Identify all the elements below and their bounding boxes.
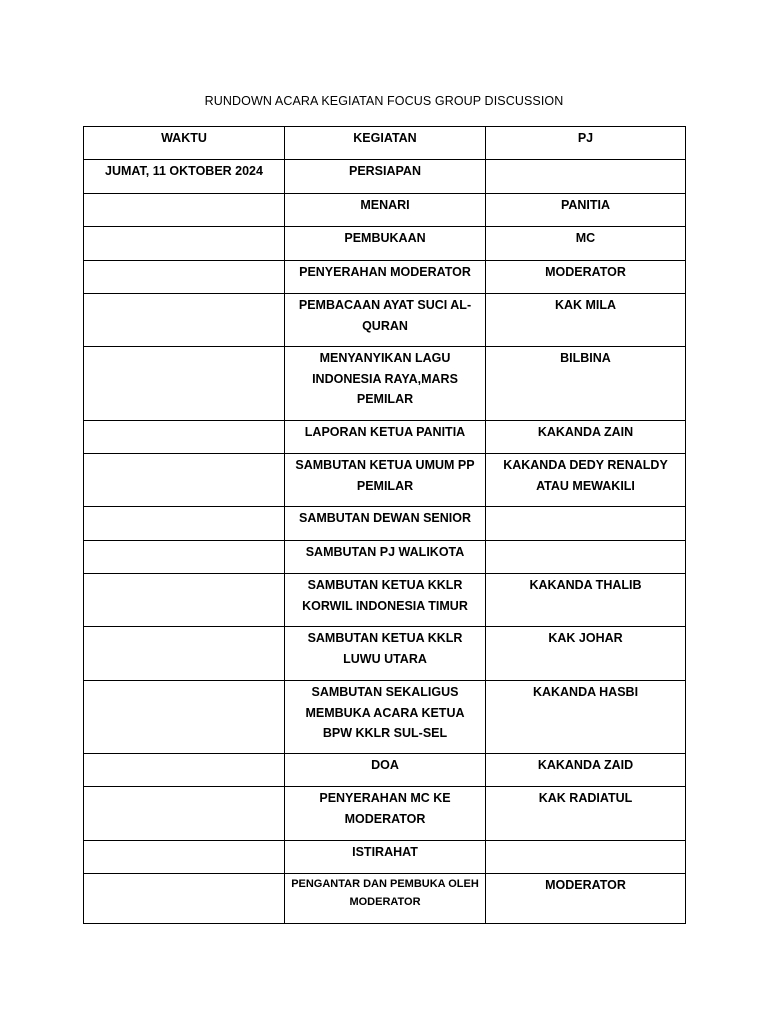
- cell-kegiatan: PENYERAHAN MODERATOR: [285, 261, 486, 294]
- cell-waktu: [84, 294, 285, 347]
- table-row: [84, 227, 686, 261]
- rundown-table: [83, 126, 686, 924]
- cell-pj: KAKANDA ZAIN: [486, 421, 686, 454]
- cell-pj: KAKANDA THALIB: [486, 574, 686, 627]
- cell-pj: [486, 841, 686, 874]
- table-row: [84, 841, 686, 874]
- cell-pj: MODERATOR: [486, 874, 686, 924]
- cell-waktu: [84, 841, 285, 874]
- cell-waktu: [84, 574, 285, 627]
- table-header-row: [84, 127, 686, 160]
- cell-kegiatan: ISTIRAHAT: [285, 841, 486, 874]
- header-pj: PJ: [486, 127, 686, 160]
- cell-kegiatan: SAMBUTAN KETUA UMUM PP PEMILAR: [285, 454, 486, 507]
- cell-waktu: [84, 261, 285, 294]
- document-title: RUNDOWN ACARA KEGIATAN FOCUS GROUP DISCUSSION: [204, 94, 564, 108]
- cell-kegiatan: PENYERAHAN MC KE MODERATOR: [285, 787, 486, 841]
- table-row: [84, 541, 686, 574]
- cell-waktu: [84, 507, 285, 541]
- header-waktu: WAKTU: [84, 127, 285, 160]
- cell-pj: MC: [486, 227, 686, 261]
- cell-kegiatan: SAMBUTAN SEKALIGUS MEMBUKA ACARA KETUA BPW KKLR SUL-SEL: [285, 681, 486, 754]
- cell-waktu: [84, 627, 285, 681]
- table-row: [84, 787, 686, 841]
- cell-kegiatan: SAMBUTAN KETUA KKLR KORWIL INDONESIA TIMUR: [285, 574, 486, 627]
- cell-pj: MODERATOR: [486, 261, 686, 294]
- table-row: [84, 874, 686, 924]
- cell-kegiatan: PERSIAPAN: [285, 160, 486, 194]
- table-row: [84, 347, 686, 421]
- cell-kegiatan: SAMBUTAN KETUA KKLR LUWU UTARA: [285, 627, 486, 681]
- cell-kegiatan: LAPORAN KETUA PANITIA: [285, 421, 486, 454]
- cell-pj: KAKANDA ZAID: [486, 754, 686, 787]
- table-row: [84, 261, 686, 294]
- cell-pj: KAK MILA: [486, 294, 686, 347]
- cell-kegiatan: SAMBUTAN DEWAN SENIOR: [285, 507, 486, 541]
- cell-waktu: [84, 194, 285, 227]
- cell-waktu: [84, 874, 285, 924]
- table-row: [84, 507, 686, 541]
- header-kegiatan: KEGIATAN: [285, 127, 486, 160]
- cell-kegiatan: SAMBUTAN PJ WALIKOTA: [285, 541, 486, 574]
- table-row: [84, 294, 686, 347]
- cell-pj: KAKANDA HASBI: [486, 681, 686, 754]
- cell-waktu: JUMAT, 11 OKTOBER 2024: [84, 160, 285, 194]
- cell-pj: KAK JOHAR: [486, 627, 686, 681]
- cell-waktu: [84, 454, 285, 507]
- table-row: [84, 754, 686, 787]
- table-row: [84, 194, 686, 227]
- cell-kegiatan: DOA: [285, 754, 486, 787]
- cell-waktu: [84, 421, 285, 454]
- cell-kegiatan: MENYANYIKAN LAGU INDONESIA RAYA,MARS PEMILAR: [285, 347, 486, 421]
- cell-kegiatan: PEMBACAAN AYAT SUCI AL-QURAN: [285, 294, 486, 347]
- cell-kegiatan: PENGANTAR DAN PEMBUKA OLEH MODERATOR: [285, 874, 486, 924]
- cell-pj: [486, 160, 686, 194]
- cell-waktu: [84, 787, 285, 841]
- cell-pj: [486, 541, 686, 574]
- table-row: [84, 627, 686, 681]
- cell-waktu: [84, 681, 285, 754]
- cell-kegiatan: PEMBUKAAN: [285, 227, 486, 261]
- table-row: [84, 421, 686, 454]
- cell-pj: PANITIA: [486, 194, 686, 227]
- cell-waktu: [84, 541, 285, 574]
- cell-pj: KAKANDA DEDY RENALDY ATAU MEWAKILI: [486, 454, 686, 507]
- cell-pj: [486, 507, 686, 541]
- cell-pj: BILBINA: [486, 347, 686, 421]
- table-row: [84, 160, 686, 194]
- table-row: [84, 574, 686, 627]
- cell-waktu: [84, 227, 285, 261]
- cell-kegiatan: MENARI: [285, 194, 486, 227]
- cell-pj: KAK RADIATUL: [486, 787, 686, 841]
- cell-waktu: [84, 754, 285, 787]
- table-row: [84, 681, 686, 754]
- table-row: [84, 454, 686, 507]
- cell-waktu: [84, 347, 285, 421]
